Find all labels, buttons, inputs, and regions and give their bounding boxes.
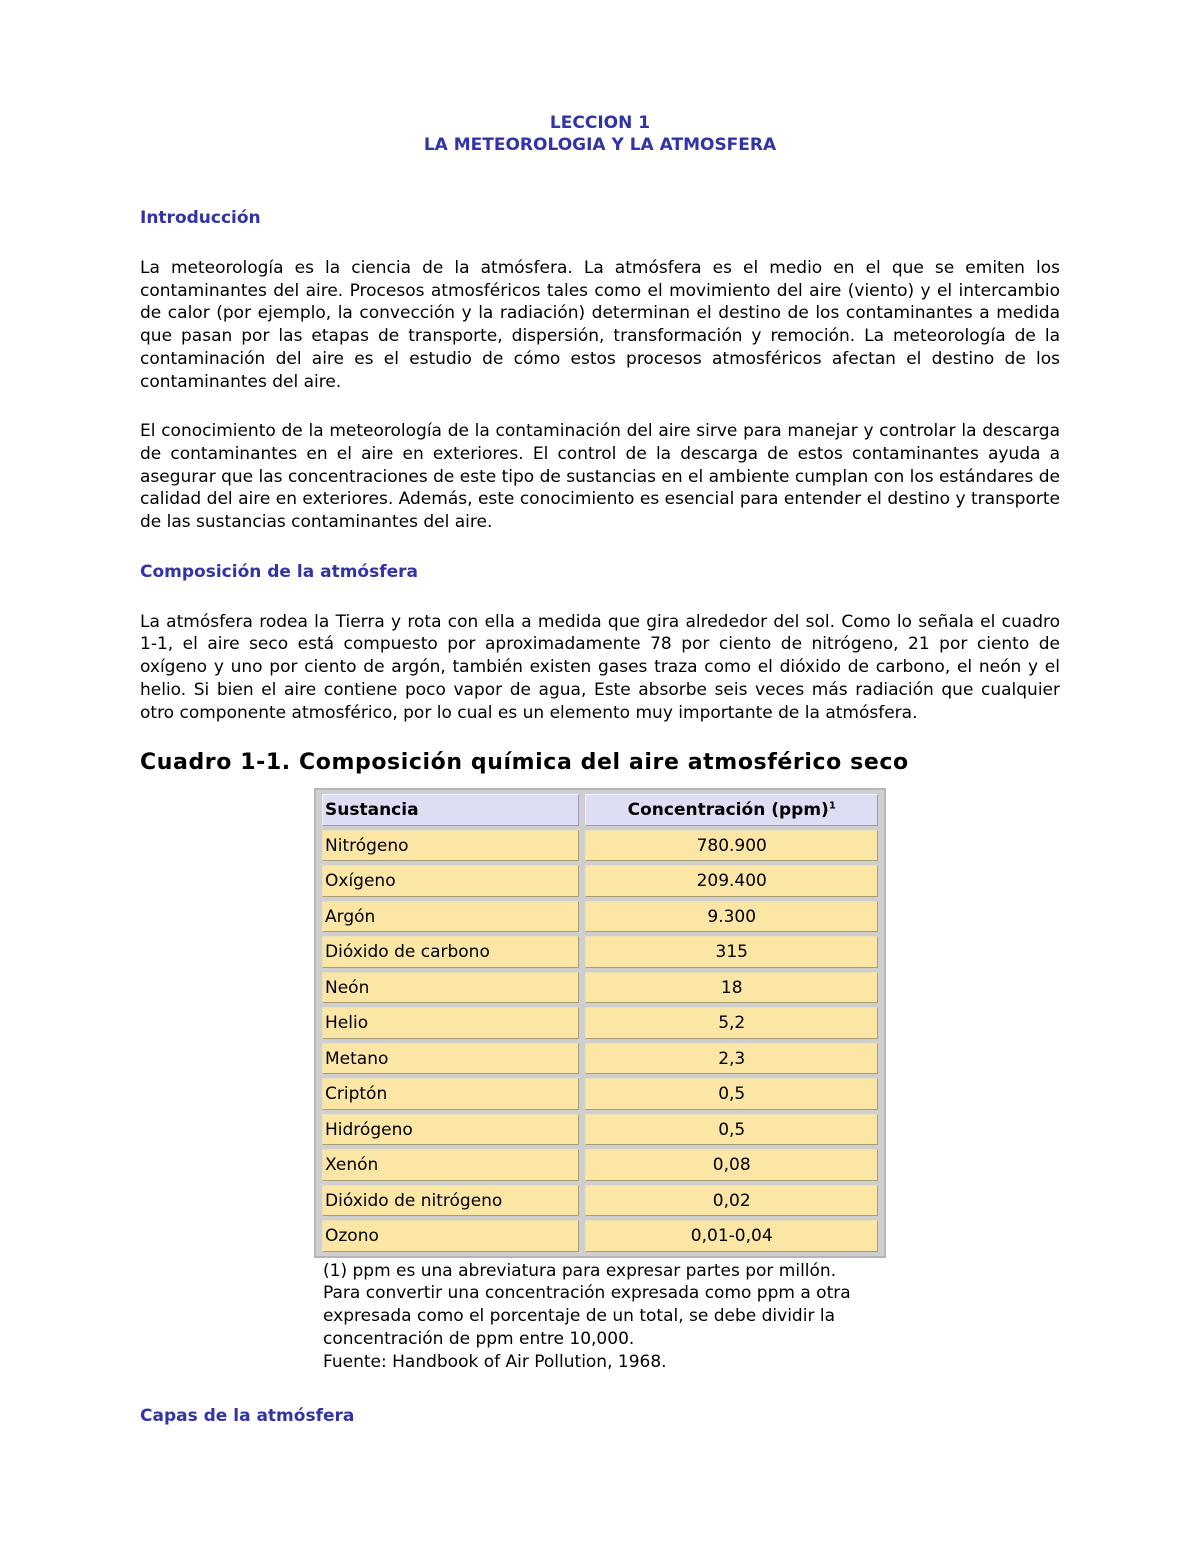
cell-substance: Hidrógeno — [322, 1114, 579, 1146]
table-row — [322, 1007, 878, 1039]
header-substance: Sustancia — [322, 794, 579, 826]
cell-substance: Neón — [322, 972, 579, 1004]
cell-substance: Dióxido de carbono — [322, 936, 579, 968]
cell-concentration: 5,2 — [585, 1007, 878, 1039]
footnote-1: (1) ppm es una abreviatura para expresar partes por millón. — [323, 1260, 837, 1281]
cell-concentration: 0,5 — [585, 1114, 878, 1146]
cell-substance: Xenón — [322, 1149, 579, 1181]
cell-concentration: 209.400 — [585, 865, 878, 897]
cell-concentration: 18 — [585, 972, 878, 1004]
cell-substance: Metano — [322, 1043, 579, 1075]
table-row — [322, 830, 878, 862]
table-row — [322, 1114, 878, 1146]
cell-concentration: 780.900 — [585, 830, 878, 862]
table-row — [322, 1043, 878, 1075]
intro-heading: Introducción — [140, 208, 261, 228]
footnote-marker: 1 — [828, 800, 836, 812]
header-concentration — [585, 794, 878, 826]
lesson-title-block — [140, 112, 1060, 156]
table-row — [322, 1185, 878, 1217]
table-row — [322, 1220, 878, 1252]
cell-substance: Criptón — [322, 1078, 579, 1110]
cell-concentration: 0,02 — [585, 1185, 878, 1217]
lesson-number-title: LECCION 1 — [549, 113, 651, 133]
cell-substance: Nitrógeno — [322, 830, 579, 862]
cell-concentration: 0,5 — [585, 1078, 878, 1110]
composition-heading: Composición de la atmósfera — [140, 561, 418, 582]
cell-concentration: 315 — [585, 936, 878, 968]
cell-substance: Dióxido de nitrógeno — [322, 1185, 579, 1217]
intro-paragraph-1: La meteorología es la ciencia de la atmósfera. La atmósfera es el medio en el que se emiten los contaminantes del aire. Procesos atmosféricos tales como el movimiento del aire (viento) y el intercambio de calor (por ejemplo, la convección y la radiación) determinan el destino de los contaminantes a medida que pasan por las etapas de transporte, dispersión, transformación y remoción. La meteorología de la contaminación del aire es el estudio de cómo estos procesos atmosféricos afectan el destino de los contaminantes del aire. — [140, 258, 1060, 392]
table-notes — [323, 1260, 883, 1374]
table-header-row — [322, 794, 878, 826]
table-source: Fuente: Handbook of Air Pollution, 1968. — [323, 1351, 667, 1372]
composition-table — [314, 788, 886, 1258]
table-row — [322, 972, 878, 1004]
cell-concentration: 2,3 — [585, 1043, 878, 1075]
composition-table-wrapper — [314, 788, 886, 1258]
header-concentration-label: Concentración (ppm) — [627, 800, 829, 820]
cell-concentration: 0,01-0,04 — [585, 1220, 878, 1252]
table-body — [322, 830, 878, 1252]
cell-substance: Argón — [322, 901, 579, 933]
table-row — [322, 1149, 878, 1181]
table-row — [322, 1078, 878, 1110]
cell-substance: Helio — [322, 1007, 579, 1039]
table-caption: Cuadro 1-1. Composición química del aire atmosférico seco — [140, 750, 909, 776]
cell-concentration: 0,08 — [585, 1149, 878, 1181]
cell-substance: Ozono — [322, 1220, 579, 1252]
cell-concentration: 9.300 — [585, 901, 878, 933]
document-page — [140, 112, 1060, 1427]
footnote-conversion: Para convertir una concentración expresada como ppm a otra expresada como el porcentaje de un total, se debe dividir la concentración de ppm entre 10,000. — [323, 1283, 851, 1349]
table-row — [322, 901, 878, 933]
table-row — [322, 865, 878, 897]
cell-substance: Oxígeno — [322, 865, 579, 897]
layers-heading: Capas de la atmósfera — [140, 1406, 355, 1427]
composition-paragraph: La atmósfera rodea la Tierra y rota con ella a medida que gira alrededor del sol. Como lo señala el cuadro 1-1, el aire seco está compuesto por aproximadamente 78 por ciento de nitrógeno, 21 por ciento de oxígeno y uno por ciento de argón, también existen gases traza como el dióxido de carbono, el neón y el helio. Si bien el aire contiene poco vapor de agua, Este absorbe seis veces más radiación que cualquier otro componente atmosférico, por lo cual es un elemento muy importante de la atmósfera. — [140, 611, 1060, 723]
lesson-main-title: LA METEOROLOGIA Y LA ATMOSFERA — [423, 135, 777, 155]
intro-paragraph-2: El conocimiento de la meteorología de la contaminación del aire sirve para manejar y controlar la descarga de contaminantes en el aire en exteriores. El control de la descarga de estos contaminantes ayuda a asegurar que las concentraciones de este tipo de sustancias en el ambiente cumplan con los estándares de calidad del aire en exteriores. Además, este conocimiento es esencial para entender el destino y transporte de las sustancias contaminantes del aire. — [140, 421, 1060, 533]
table-row — [322, 936, 878, 968]
